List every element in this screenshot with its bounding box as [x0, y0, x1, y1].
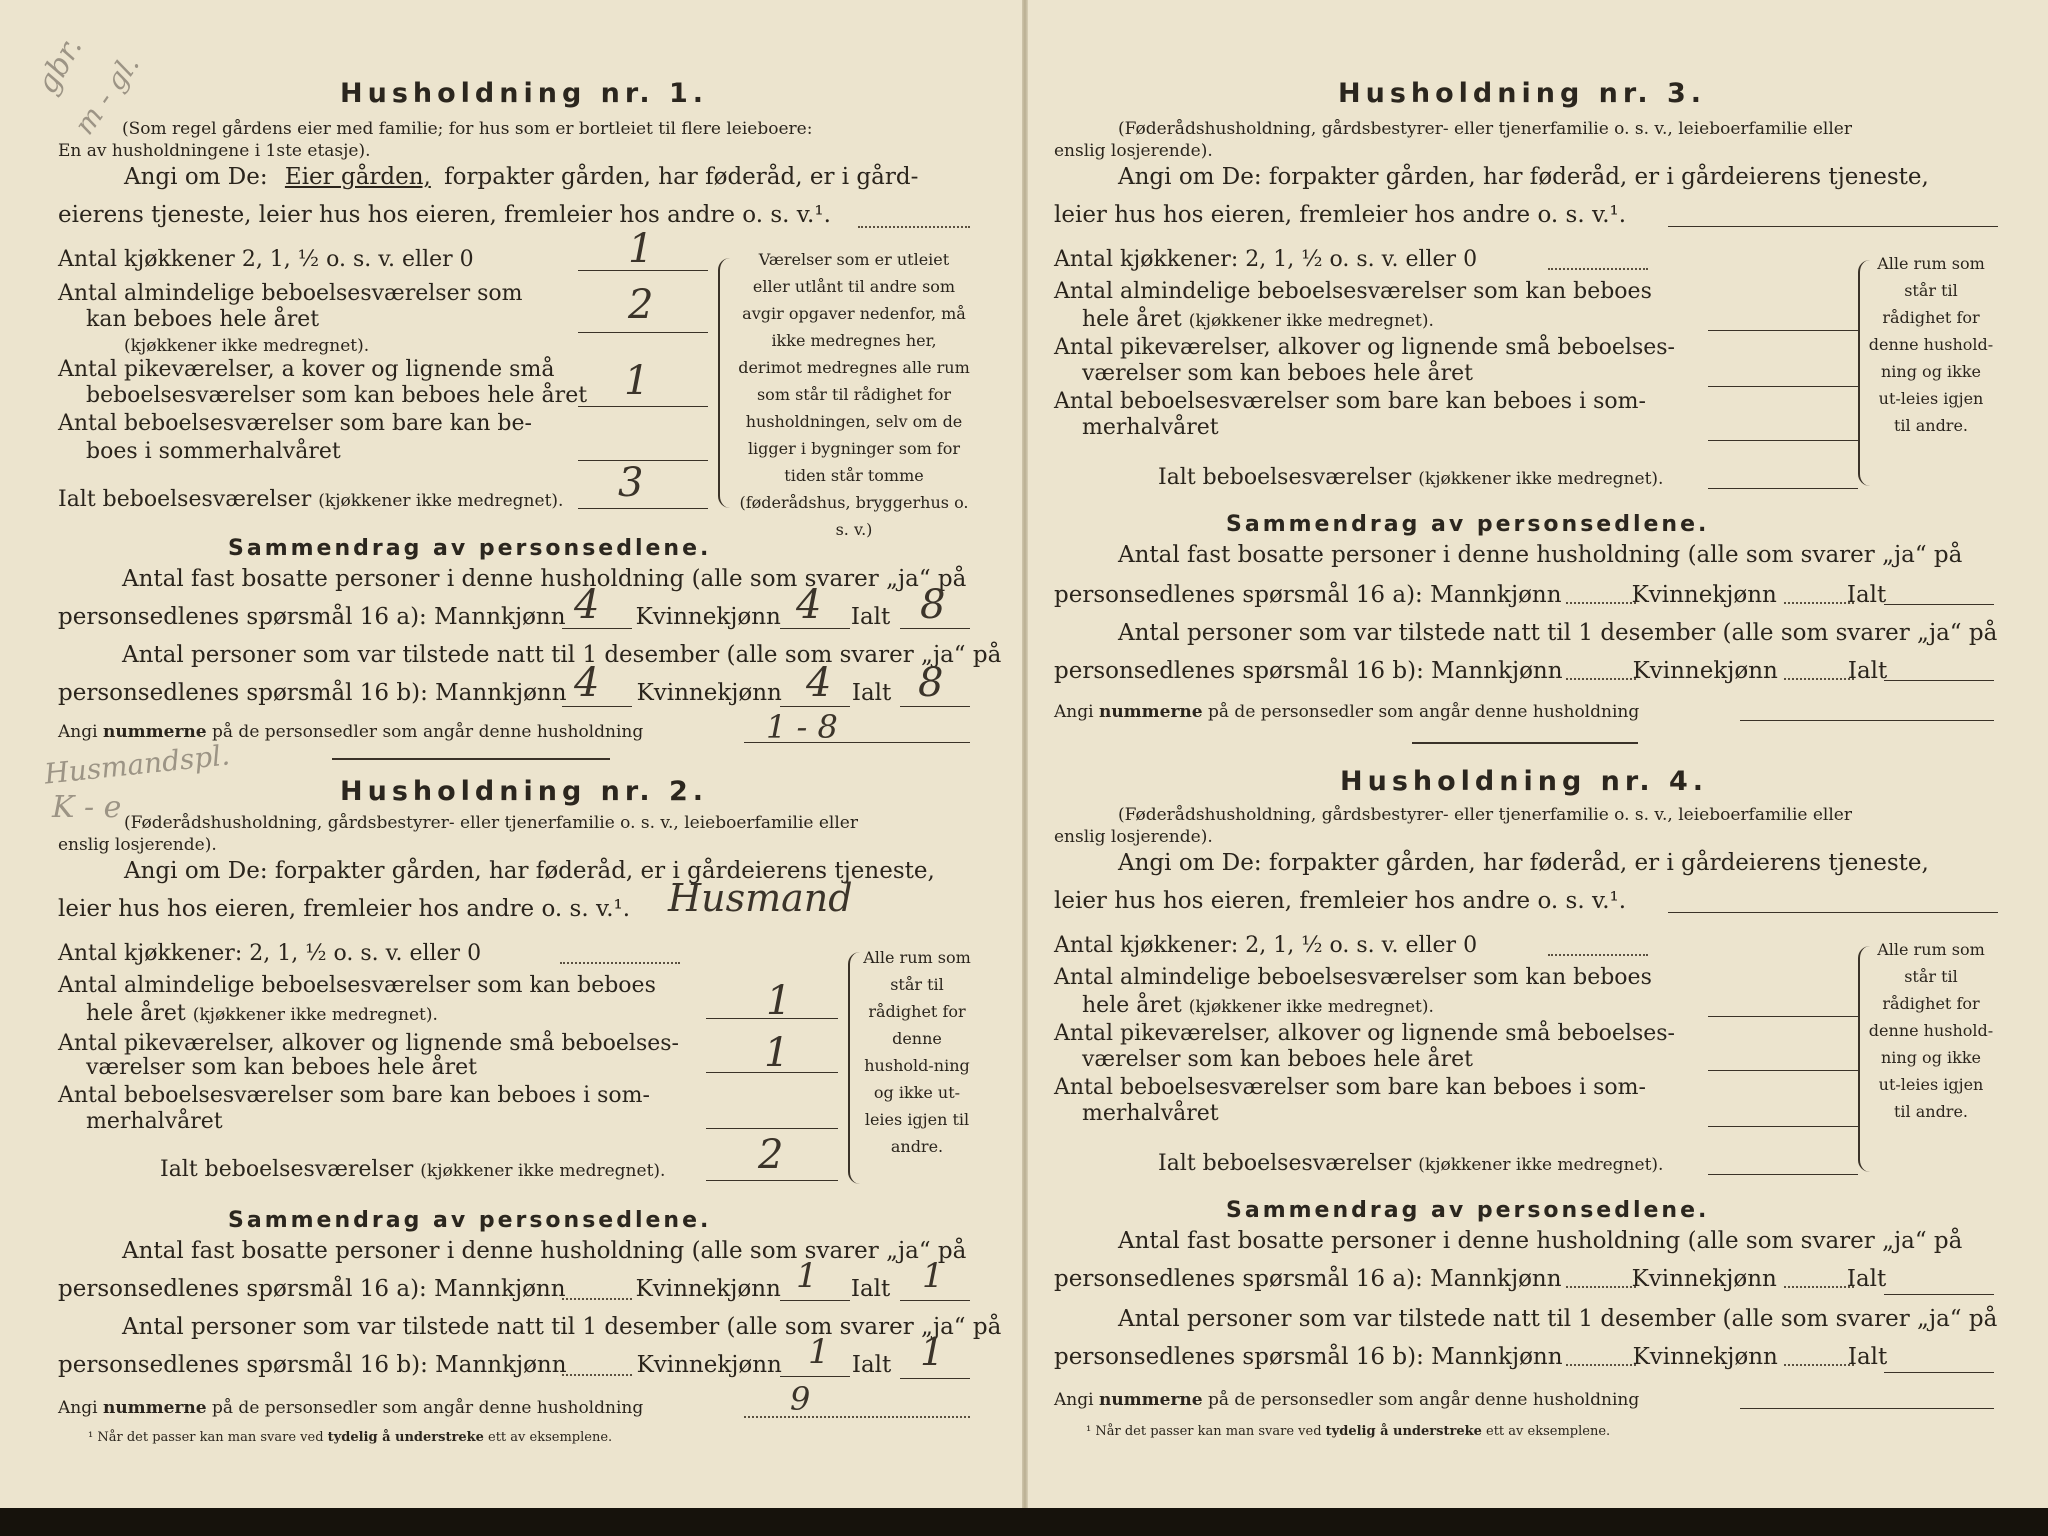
household-4-title: Husholdning nr. 4.: [1340, 766, 1709, 797]
household-3-title: Husholdning nr. 3.: [1338, 78, 1707, 109]
h4-numbers-underline: [1740, 1408, 1994, 1409]
h1-s1-m-line: [562, 628, 632, 629]
h2-value-maid: 1: [764, 1030, 790, 1076]
h1-row-summer-a: Antal beboelsesværelser som bare kan be-: [58, 411, 532, 436]
h1-row-ordinary-b: kan beboes hele året: [86, 307, 320, 332]
angi-dotted-line: [858, 226, 970, 228]
h3-summary-2a: Antal personer som var tilstede natt til 1 desember (alle som svarer „ja“ på: [1118, 620, 1998, 646]
household-1-intro-1: (Som regel gårdens eier med familie; for hus som er bortleiet til flere leieboere:: [122, 119, 813, 139]
h2-row-total: Ialt beboelsesværelser (kjøkkener ikke medregnet).: [160, 1157, 666, 1182]
h2-line-total: [706, 1180, 838, 1181]
h1-s2-male: 4: [574, 660, 600, 706]
h3-s2-m-line: [1566, 678, 1636, 680]
household-2-angi-1: Angi om De: forpakter gården, har føderåd, er i gårdeierens tjeneste,: [124, 858, 935, 884]
h3-row-total: Ialt beboelsesværelser (kjøkkener ikke medregnet).: [1158, 465, 1664, 490]
h4-row-total: Ialt beboelsesværelser (kjøkkener ikke medregnet).: [1158, 1151, 1664, 1176]
h1-value-ordinary: 2: [628, 282, 654, 328]
h2-s2-total: 1: [920, 1330, 945, 1374]
h2-row-ordinary-a: Antal almindelige beboelsesværelser som kan beboes: [58, 973, 656, 998]
h1-summary-1b: personsedlenes spørsmål 16 a): Mannkjønn Kvinnekjønn Ialt: [58, 604, 891, 630]
h3-s2-i-line: [1884, 680, 1994, 681]
h4-line-maid: [1708, 1070, 1858, 1071]
h1-line-maid: [578, 406, 708, 407]
h3-row-maid-b: værelser som kan beboes hele året: [1082, 361, 1473, 386]
h2-kitchens-dots: [560, 962, 680, 964]
household-1-title: Husholdning nr. 1.: [340, 78, 709, 109]
h4-s2-m-line: [1566, 1364, 1636, 1366]
h4-row-kitchens: Antal kjøkkener: 2, 1, ½ o. s. v. eller 0: [1054, 933, 1478, 958]
right-footnote: ¹ Når det passer kan man svare ved tydelig å understreke ett av eksemplene.: [1086, 1424, 1611, 1439]
h1-numbers-value: 1 - 8: [766, 708, 838, 746]
h4-s2-i-line: [1884, 1372, 1994, 1373]
margin-note-4: K - e: [52, 790, 122, 825]
h2-summary-1a: Antal fast bosatte personer i denne husholdning (alle som svarer „ja“ på: [122, 1238, 967, 1264]
h4-line-total: [1708, 1174, 1858, 1175]
household-1-angi-line-1: [124, 164, 918, 190]
h2-row-kitchens: Antal kjøkkener: 2, 1, ½ o. s. v. eller 0: [58, 941, 482, 966]
h2-summary-2b: personsedlenes spørsmål 16 b): Mannkjønn Kvinnekjønn Ialt: [58, 1352, 892, 1378]
h1-summary-2a: Antal personer som var tilstede natt til 1 desember (alle som svarer „ja“ på: [122, 642, 1002, 668]
h3-s1-k-line: [1784, 602, 1854, 604]
h1-row-total-label: Ialt beboelsesværelser: [58, 487, 312, 512]
h4-summary-1a: Antal fast bosatte personer i denne husholdning (alle som svarer „ja“ på: [1118, 1228, 1963, 1254]
h4-row-maid-a: Antal pikeværelser, alkover og lignende små beboelses-: [1054, 1021, 1675, 1046]
household-4-intro-1: (Føderådshusholdning, gårdsbestyrer- eller tjenerfamilie o. s. v., leieboerfamilie eller: [1118, 805, 1852, 825]
h4-row-summer-b: merhalvåret: [1082, 1101, 1219, 1126]
h4-s1-k-line: [1784, 1286, 1854, 1288]
h2-s1-female: 1: [796, 1256, 818, 1296]
h3-row-summer-b: merhalvåret: [1082, 415, 1219, 440]
h1-summary-2b: personsedlenes spørsmål 16 b): Mannkjønn Kvinnekjønn Ialt: [58, 680, 892, 706]
h4-line-ordinary: [1708, 1016, 1858, 1017]
h1-s1-i-line: [900, 628, 970, 629]
h4-s2-k-line: [1784, 1364, 1854, 1366]
h1-s1-k-line: [780, 628, 850, 629]
h3-s2-k-line: [1784, 678, 1854, 680]
h3-line-ordinary: [1708, 330, 1858, 331]
h3-summary-1a: Antal fast bosatte personer i denne husholdning (alle som svarer „ja“ på: [1118, 542, 1963, 568]
h1-line-ordinary: [578, 332, 708, 333]
h4-angi-line: [1668, 912, 1998, 913]
h2-row-summer-b: merhalvåret: [86, 1109, 223, 1134]
household-2-intro-2: enslig losjerende).: [58, 835, 217, 855]
h2-summary-1b: personsedlenes spørsmål 16 a): Mannkjønn Kvinnekjønn Ialt: [58, 1276, 891, 1302]
h1-row-maid-b: beboelsesværelser som kan beboes hele året: [86, 383, 588, 408]
margin-note-3: Husmandspl.: [42, 738, 232, 791]
h1-side-note: Værelser som er utleiet eller utlånt til andre som avgir opgaver nedenfor, må ikke medregnes her, derimot medregnes alle rum som står til rådighet for husholdningen, selv om de ligger i bygninger som for tiden står tomme (føderådshus, bryggerhus o. s. v.): [738, 250, 970, 539]
h4-line-summer: [1708, 1126, 1858, 1127]
h1-row-ordinary-c: (kjøkkener ikke medregnet).: [124, 336, 370, 356]
h4-side-note: Alle rum som står til rådighet for denne hushold-ning og ikke ut-leies igjen til andre.: [1868, 940, 1994, 1121]
h1-s2-female: 4: [806, 660, 832, 706]
h3-line-total: [1708, 488, 1858, 489]
h2-numbers-line: Angi nummerne på de personsedler som angår denne husholdning: [58, 1398, 644, 1418]
h1-summary-title: Sammendrag av personsedlene.: [228, 536, 712, 561]
household-1-angi-line-2: eierens tjeneste, leier hus hos eieren, fremleier hos andre o. s. v.¹.: [58, 202, 831, 228]
angi-rest: forpakter gården, har føderåd, er i gård-: [444, 164, 919, 190]
h3-angi-line: [1668, 226, 1998, 227]
h4-row-maid-b: værelser som kan beboes hele året: [1082, 1047, 1473, 1072]
h1-row-maid-a: Antal pikeværelser, a kover og lignende små: [58, 357, 555, 382]
h1-line-total: [578, 508, 708, 509]
h3-s1-i-line: [1884, 604, 1994, 605]
h3-h4-separator: [1412, 742, 1638, 744]
h3-row-kitchens: Antal kjøkkener: 2, 1, ½ o. s. v. eller 0: [1054, 247, 1478, 272]
h4-row-ordinary-a: Antal almindelige beboelsesværelser som kan beboes: [1054, 965, 1652, 990]
margin-note-2: m - gl.: [67, 48, 147, 141]
h1-h2-separator: [332, 758, 610, 760]
household-3-intro-2: enslig losjerende).: [1054, 141, 1213, 161]
h3-row-ordinary-a: Antal almindelige beboelsesværelser som kan beboes: [1054, 279, 1652, 304]
h2-row-maid-b: værelser som kan beboes hele året: [86, 1055, 477, 1080]
h2-s2-k-line: [780, 1376, 850, 1377]
household-2-title: Husholdning nr. 2.: [340, 776, 709, 807]
h1-row-total-note: (kjøkkener ikke medregnet).: [318, 491, 564, 511]
h2-s1-i-line: [900, 1300, 970, 1301]
h2-s2-m-line: [562, 1374, 632, 1376]
h4-row-summer-a: Antal beboelsesværelser som bare kan beboes i som-: [1054, 1075, 1646, 1100]
h2-side-note: Alle rum som står til rådighet for denne hushold-ning og ikke ut-leies igjen til andre.: [863, 948, 971, 1156]
h1-value-total: 3: [618, 460, 644, 506]
h1-s1-total: 8: [920, 582, 946, 628]
h2-summary-2a: Antal personer som var tilstede natt til 1 desember (alle som svarer „ja“ på: [122, 1314, 1002, 1340]
h2-row-maid-a: Antal pikeværelser, alkover og lignende små beboelses-: [58, 1031, 679, 1056]
h1-summary-1a: Antal fast bosatte personer i denne husholdning (alle som svarer „ja“ på: [122, 566, 967, 592]
h1-s2-m-line: [562, 706, 632, 707]
h1-note-brace: [718, 258, 732, 508]
h1-s2-k-line: [780, 706, 850, 707]
h3-line-summer: [1708, 440, 1858, 441]
h2-s2-female: 1: [808, 1332, 830, 1372]
h2-value-ordinary: 1: [766, 978, 792, 1024]
household-4-angi-2: leier hus hos eieren, fremleier hos andre o. s. v.¹.: [1054, 888, 1627, 914]
h1-s1-male: 4: [574, 582, 600, 628]
h2-line-summer: [706, 1128, 838, 1129]
h1-s2-i-line: [900, 706, 970, 707]
h4-kitchens-dots: [1548, 954, 1648, 956]
h3-summary-1b: personsedlenes spørsmål 16 a): Mannkjønn Kvinnekjønn Ialt: [1054, 582, 1887, 608]
h1-numbers-line: Angi nummerne på de personsedler som angår denne husholdning: [58, 722, 644, 742]
margin-note-1: gbr.: [29, 31, 90, 100]
h4-row-ordinary-b: hele året (kjøkkener ikke medregnet).: [1082, 993, 1434, 1018]
h1-s2-total: 8: [918, 660, 944, 706]
h1-row-ordinary-a: Antal almindelige beboelsesværelser som: [58, 281, 523, 306]
household-3-angi-2: leier hus hos eieren, fremleier hos andre o. s. v.¹.: [1054, 202, 1627, 228]
h3-row-ordinary-b: hele året (kjøkkener ikke medregnet).: [1082, 307, 1434, 332]
h1-row-summer-b: boes i sommerhalvåret: [86, 439, 341, 464]
h1-row-kitchens: Antal kjøkkener 2, 1, ½ o. s. v. eller 0: [58, 247, 474, 272]
h2-row-summer-a: Antal beboelsesværelser som bare kan beboes i som-: [58, 1083, 650, 1108]
h4-summary-title: Sammendrag av personsedlene.: [1226, 1198, 1710, 1223]
h3-summary-title: Sammendrag av personsedlene.: [1226, 512, 1710, 537]
household-4-angi-1: Angi om De: forpakter gården, har føderåd, er i gårdeierens tjeneste,: [1118, 850, 1929, 876]
household-2-angi-2: leier hus hos eieren, fremleier hos andre o. s. v.¹.: [58, 896, 631, 922]
h3-numbers-line: Angi nummerne på de personsedler som angår denne husholdning: [1054, 702, 1640, 722]
h2-summary-title: Sammendrag av personsedlene.: [228, 1208, 712, 1233]
h4-s1-i-line: [1884, 1294, 1994, 1295]
h1-s1-female: 4: [796, 582, 822, 628]
household-1-intro-2: En av husholdningene i 1ste etasje).: [58, 141, 371, 161]
h4-summary-2a: Antal personer som var tilstede natt til 1 desember (alle som svarer „ja“ på: [1118, 1306, 1998, 1332]
left-page: [0, 0, 1000, 1508]
household-2-angi-value: Husmand: [668, 876, 853, 920]
h4-s1-m-line: [1566, 1286, 1636, 1288]
h2-numbers-value: 9: [790, 1380, 811, 1418]
h2-value-total: 2: [758, 1132, 784, 1178]
angi-underlined-answer: Eier gården,: [284, 164, 431, 190]
h3-row-maid-a: Antal pikeværelser, alkover og lignende små beboelses-: [1054, 335, 1675, 360]
household-4-intro-2: enslig losjerende).: [1054, 827, 1213, 847]
h4-summary-1b: personsedlenes spørsmål 16 a): Mannkjønn Kvinnekjønn Ialt: [1054, 1266, 1887, 1292]
angi-prefix: Angi om De:: [124, 164, 268, 190]
h3-s1-m-line: [1566, 602, 1636, 604]
h2-s1-total: 1: [922, 1256, 944, 1296]
h3-line-maid: [1708, 386, 1858, 387]
h3-summary-2b: personsedlenes spørsmål 16 b): Mannkjønn Kvinnekjønn Ialt: [1054, 658, 1888, 684]
h4-summary-2b: personsedlenes spørsmål 16 b): Mannkjønn Kvinnekjønn Ialt: [1054, 1344, 1888, 1370]
h3-row-summer-a: Antal beboelsesværelser som bare kan beboes i som-: [1054, 389, 1646, 414]
h2-numbers-underline: [744, 1416, 970, 1418]
h2-row-ordinary-b: hele året (kjøkkener ikke medregnet).: [86, 1001, 438, 1026]
h1-value-kitchens: 1: [628, 226, 654, 272]
right-page: [1028, 0, 2028, 1508]
h1-row-total: [58, 486, 563, 515]
h2-s1-m-line: [562, 1298, 632, 1300]
h2-s1-k-line: [780, 1300, 850, 1301]
h2-s2-i-line: [900, 1378, 970, 1379]
household-3-angi-1: Angi om De: forpakter gården, har føderåd, er i gårdeierens tjeneste,: [1118, 164, 1929, 190]
h3-numbers-underline: [1740, 720, 1994, 721]
household-2-intro-1: (Føderådshusholdning, gårdsbestyrer- eller tjenerfamilie o. s. v., leieboerfamilie eller: [124, 813, 858, 833]
household-3-intro-1: (Føderådshusholdning, gårdsbestyrer- eller tjenerfamilie o. s. v., leieboerfamilie eller: [1118, 119, 1852, 139]
left-footnote: ¹ Når det passer kan man svare ved tydelig å understreke ett av eksemplene.: [88, 1430, 613, 1445]
h1-value-maid: 1: [624, 358, 650, 404]
h4-numbers-line: Angi nummerne på de personsedler som angår denne husholdning: [1054, 1390, 1640, 1410]
h3-side-note: Alle rum som står til rådighet for denne hushold-ning og ikke ut-leies igjen til andre.: [1868, 254, 1994, 435]
h3-kitchens-dots: [1548, 268, 1648, 270]
